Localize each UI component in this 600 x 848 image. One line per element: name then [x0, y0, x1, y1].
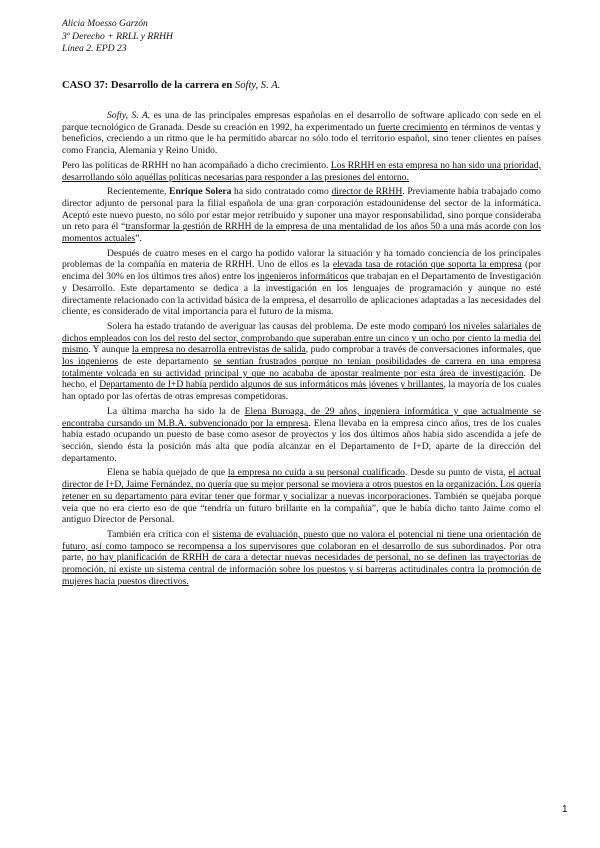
text-run: . Previamente había trabajado como director adjunto de personal para la filial española de una gran corporación estadounidense del sector de la informática. Aceptó este nuevo puesto, no sólo por estar mejor retribuido y suponer una mayor responsabilidad, sino porque consideraba un reto para él “	[62, 186, 541, 233]
underlined-text: Departamento de I+D había perdido algunos de sus informáticos más jóvenes y brillantes	[99, 379, 444, 391]
author-name: Alicia Moesso Garzón	[62, 18, 148, 29]
paragraph	[62, 321, 541, 403]
text-run: es una de las principales empresas españolas en el desarrollo de software aplicado con sede en el parque tecnológico de Granada. Desde su creación en 1992, ha experimentado un	[62, 110, 541, 133]
paragraph	[62, 110, 541, 157]
text-run: Después de cuatro meses en el cargo ha podido valorar la situación y ha tomado conciencia de los principales problemas de la compañía en materia de RRHH. Uno de ellos es la	[62, 247, 541, 271]
text-run: ”.	[135, 233, 142, 245]
underlined-text: Los RRHH en esta empresa no han sido una prioridad, desarrollando sólo aquéllas políticas necesarias para responder a las presiones del entorno.	[62, 159, 541, 183]
underlined-text: elevada tasa de rotación que soporta la empresa	[332, 259, 522, 271]
text-run: Recientemente,	[107, 186, 170, 198]
text-run: . Y aunque	[88, 344, 132, 356]
paragraph	[62, 529, 541, 588]
text-run: , la mayoría de los cuales han optado por las ofertas de otras empresas competidoras.	[62, 379, 542, 403]
underlined-text: el actual director de I+D, Jaime Fernández, no quería que su mejor personal se moviera a otros puestos en la organización. Los quería retener en su departamento para evitar tener que formar y socializar a nuevas incorporaciones	[62, 467, 541, 502]
text-run: que trabajan en el Departamento de Investigación y Desarrollo. Este departamento se dedica a la investigación en los lenguajes de programación y aunque no esté directamente relacionado con la actividad básica de la empresa, el desarrollo de aplicaciones adaptadas a las necesidades del cliente, es considerado de vital importancia para el futuro de la misma.	[62, 271, 542, 318]
document-header	[62, 18, 173, 56]
text-run: , pudo comprobar a través de conversaciones informales, que	[305, 344, 541, 356]
text-run: Pero las políticas de RRHH no han acompañado a dicho crecimiento.	[62, 159, 331, 171]
document-body	[62, 110, 541, 590]
underlined-text: los ingenieros	[62, 356, 118, 368]
case-title-prefix: CASO 37: Desarrollo de la carrera en	[62, 80, 235, 91]
text-run: La última marcha ha sido la de	[107, 405, 245, 417]
underlined-text: la empresa no cuida a su personal cualificado	[227, 467, 405, 479]
paragraph	[62, 406, 541, 465]
paragraph	[62, 186, 541, 245]
underlined-text: director de RRHH	[331, 186, 403, 198]
bold-text: Enrique Solera	[169, 186, 232, 198]
text-run: Solera ha estado tratando de averiguar las causas del problema. De este modo	[107, 320, 413, 332]
text-run: ha sido contratado como	[231, 186, 332, 198]
underlined-text: comparó los niveles salariales de dichos empleados con los del resto del sector, comprobando que superaban entre un cinco y un ocho por ciento la media del mismo	[62, 320, 541, 356]
underlined-text: Elena Buroaga, de 29 años, ingeniera informática y que actualmente se encontraba cursando un M.B.A. subvencionado por la empresa	[62, 405, 541, 429]
page-number: 1	[562, 804, 568, 815]
text-run: . Elena llevaba en la empresa cinco años, tres de los cuales había estado ocupando un puesto de base como asesor de proyectos y los dos últimos años había sido ascendida a jefe de sección, siendo ésta la posición más alta que podía alcanzar en el Departamento de I+D, aparte de la dirección del departamento.	[62, 417, 542, 464]
paragraph	[62, 160, 541, 183]
course-name: 3º Derecho + RRLL y RRHH	[62, 30, 173, 42]
underlined-text: ingenieros informáticos	[257, 271, 349, 283]
paragraph	[62, 248, 541, 318]
underlined-text: se sentían frustrados porque no tenían posibilidades de carrera en una empresa totalmente volcada en su actividad principal y que no acababa de apostar realmente por esta área de investigación	[62, 356, 541, 379]
text-run: . De hecho, el	[62, 367, 542, 391]
text-run: . También se quejaba porque veía que no era cierto eso de que “tendría un futuro brillante en la compañía”, que le había dicho tanto Jaime como el antiguo Director de Personal.	[62, 490, 541, 526]
text-run: . Desde su punto de vista,	[404, 467, 509, 479]
underlined-text: transformar la gestión de RRHH de la empresa de una mentalidad de los años 50 a una más acorde con los momentos actuales	[62, 221, 541, 245]
text-run: (por encima del 30% en los últimos tres años) entre los	[62, 259, 542, 283]
paragraph	[62, 467, 541, 526]
underlined-text: no hay planificación de RRHH de cara a detectar nuevas necesidades de personal, no se definen las trayectorias de promoción, ni existe un sistema central de información sobre los puestos y sí barreras actitudinales contra la promoción de mujeres hacia puestos directivos.	[62, 552, 541, 587]
case-title	[62, 80, 280, 91]
italic-text: Softy, S. A.	[107, 110, 151, 121]
text-run: Elena se había quejado de que	[107, 467, 228, 479]
text-run: de este departamento	[118, 356, 214, 368]
underlined-text: fuerte crecimiento	[377, 121, 448, 133]
case-title-company: Softy, S. A.	[234, 80, 281, 91]
underlined-text: la empresa no desarrolla entrevistas de salida	[131, 344, 306, 356]
text-run: . Por otra parte,	[62, 540, 541, 564]
text-run: También era crítica con el	[107, 528, 213, 540]
underlined-text: sistema de evaluación, puesto que no valora el potencial ni tiene una orientación de futuro, así como tampoco se recompensa a los supervisores que colaboran en el desarrollo de sus subordinados	[62, 528, 541, 552]
text-run: en términos de ventas y beneficios, creciendo a un ritmo que le ha permitido abarcar no sólo todo el territorio español, sino tener clientes en países como Francia, Alemania y Reino Unido.	[62, 121, 542, 157]
group-name: Línea 2. EPD 23	[62, 43, 127, 55]
